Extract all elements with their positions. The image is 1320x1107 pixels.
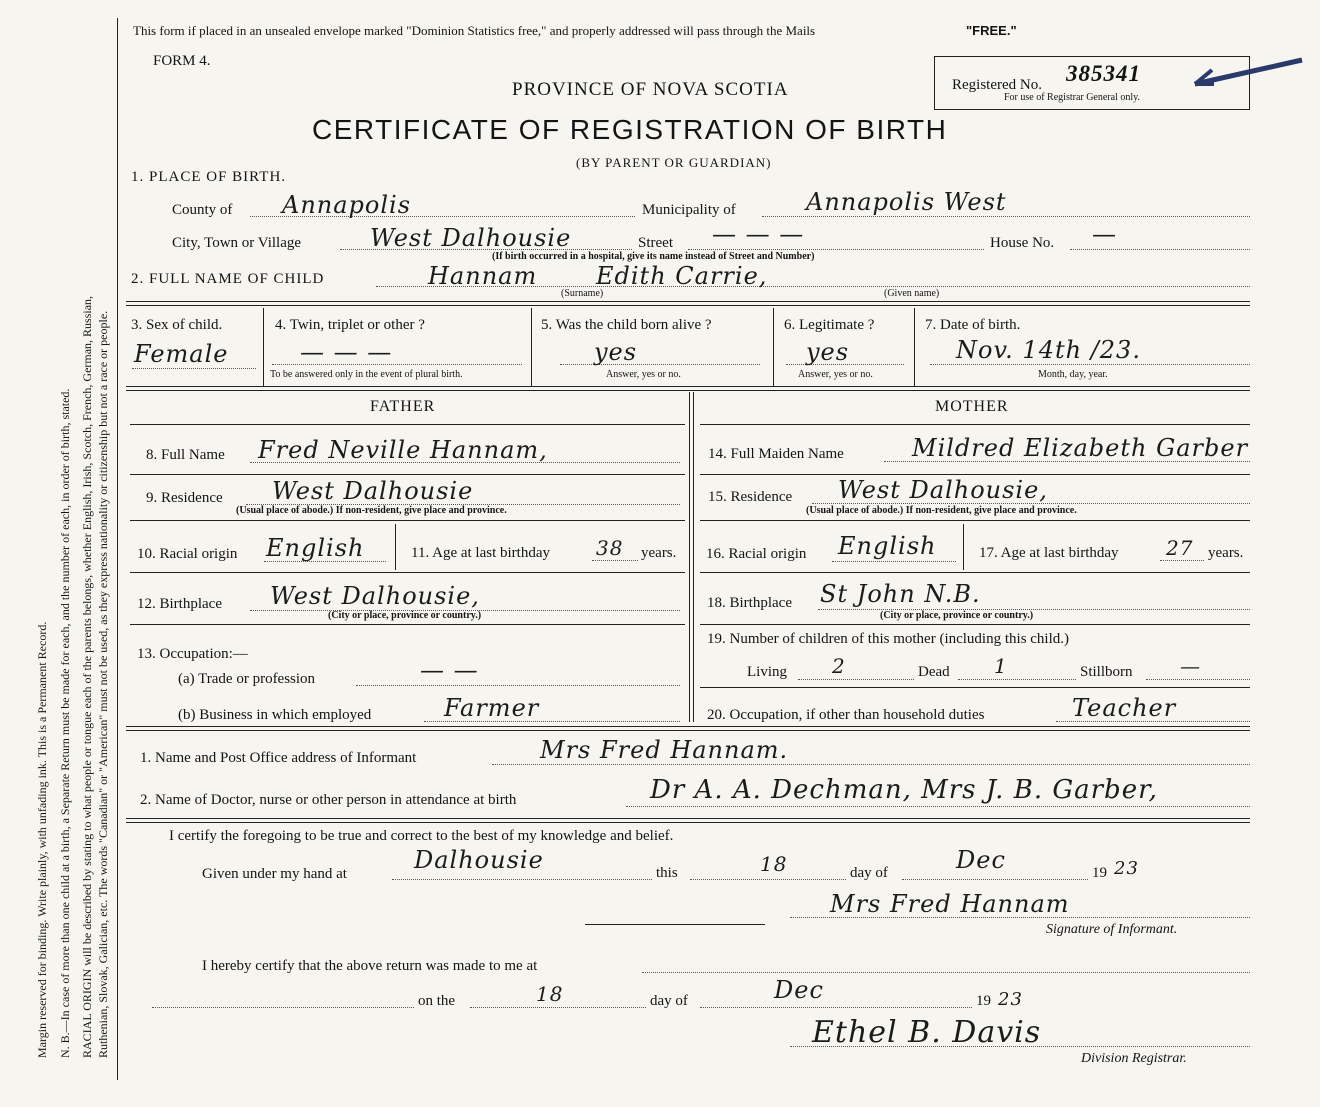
registrar-year-prefix: 19 <box>976 993 991 1009</box>
rule <box>130 572 685 573</box>
municipality-label: Municipality of <box>642 202 736 218</box>
father-residence-value: West Dalhousie <box>272 477 474 505</box>
rule-1 <box>126 301 1250 306</box>
province-title: PROVINCE OF NOVA SCOTIA <box>512 79 789 100</box>
year-suffix: 23 <box>1114 858 1139 879</box>
registrar-place-line <box>642 972 1250 973</box>
trade-value: — — <box>420 656 479 684</box>
rule-3 <box>126 726 1250 731</box>
registrar-day-value: 18 <box>536 982 564 1006</box>
municipality-line <box>762 216 1250 217</box>
on-the-label: on the <box>418 993 456 1009</box>
house-value: — <box>1092 220 1117 248</box>
child-surname: Hannam <box>428 262 538 290</box>
born-alive-note: Answer, yes or no. <box>606 369 681 380</box>
dob-line <box>930 364 1250 365</box>
sex-line <box>132 368 256 369</box>
business-value: Farmer <box>444 694 540 722</box>
informant-line <box>492 764 1250 765</box>
mother-residence-note: (Usual place of abode.) If non-resident, give place and province. <box>806 505 1077 516</box>
registrar-day-of-label: day of <box>650 993 688 1009</box>
center-divider <box>689 392 694 722</box>
dead-value: 1 <box>994 654 1008 678</box>
father-age-label: 11. Age at last birthday <box>411 545 550 561</box>
registrar-date-line <box>152 1007 414 1008</box>
rule <box>130 624 685 625</box>
arrow-mark-icon <box>1192 54 1307 90</box>
mother-birthplace-label: 18. Birthplace <box>707 595 792 611</box>
trade-label: (a) Trade or profession <box>178 671 316 687</box>
born-alive-line <box>560 364 760 365</box>
trade-line <box>356 685 680 686</box>
rule <box>700 474 1250 475</box>
year-prefix: 19 <box>1092 865 1107 881</box>
margin-rule <box>117 18 118 1080</box>
father-age-value: 38 <box>596 536 624 560</box>
mother-years: years. <box>1208 545 1244 561</box>
day-value: 18 <box>760 852 788 876</box>
born-alive-value: yes <box>594 338 638 366</box>
dob-value: Nov. 14th /23. <box>956 336 1141 364</box>
twin-note: To be answered only in the event of plural birth. <box>270 369 463 380</box>
given-name-note: (Given name) <box>884 288 940 299</box>
father-birthplace-value: West Dalhousie, <box>270 582 480 610</box>
mail-notice: This form if placed in an unsealed envelope marked "Dominion Statistics free," and properly addressed will pass through the Mails <box>133 23 816 38</box>
mother-residence-label: 15. Residence <box>708 489 793 505</box>
dob-note: Month, day, year. <box>1038 369 1108 380</box>
mother-birthplace-value: St John N.B. <box>820 580 981 608</box>
legitimate-note: Answer, yes or no. <box>798 369 873 380</box>
rule <box>130 424 685 425</box>
living-value: 2 <box>832 654 846 678</box>
registrar-statement: I hereby certify that the above return was made to me at <box>202 958 538 974</box>
registrar-signature-label: Division Registrar. <box>1081 1051 1187 1066</box>
registrar-month-value: Dec <box>774 976 824 1004</box>
father-birthplace-label: 12. Birthplace <box>137 596 222 612</box>
city-value: West Dalhousie <box>370 224 572 252</box>
registrar-signature: Ethel B. Davis <box>812 1015 1042 1050</box>
certificate-subtitle: (BY PARENT OR GUARDIAN) <box>576 155 772 170</box>
father-name-value: Fred Neville Hannam, <box>258 436 548 464</box>
rule <box>700 424 1250 425</box>
father-racial-value: English <box>266 534 365 562</box>
registrar-month-line <box>700 1007 972 1008</box>
certificate-title: CERTIFICATE OF REGISTRATION OF BIRTH <box>312 114 948 145</box>
child-given-name: Edith Carrie, <box>596 262 768 290</box>
father-birthplace-note: (City or place, province or country.) <box>328 610 482 621</box>
mother-age-value: 27 <box>1166 536 1194 560</box>
place-heading: 1. PLACE OF BIRTH. <box>131 169 287 185</box>
dob-label: 7. Date of birth. <box>925 317 1021 333</box>
racial-origin-note: RACIAL ORIGIN will be described by stating to what people or tongue each of the parents belongs, whether English, Irish, Scotch, French, German, Russian, <box>80 295 94 1058</box>
informant-label: 1. Name and Post Office address of Informant <box>140 750 417 766</box>
mother-racial-line <box>832 561 956 562</box>
registrar-note: For use of Registrar General only. <box>1004 92 1140 103</box>
divider <box>914 308 915 386</box>
doctor-label: 2. Name of Doctor, nurse or other person in attendance at birth <box>140 792 517 808</box>
divider <box>773 308 774 386</box>
certify-statement: I certify the foregoing to be true and correct to the best of my knowledge and belief. <box>169 828 674 844</box>
municipality-value: Annapolis West <box>806 188 1007 216</box>
rule <box>130 474 685 475</box>
month-value: Dec <box>956 846 1006 874</box>
father-residence-label: 9. Residence <box>146 490 223 506</box>
divider <box>963 524 964 570</box>
rule-4 <box>126 818 1250 823</box>
house-line <box>1070 249 1250 250</box>
nb-note: N. B.—In case of more than one child at a birth, a Separate Return must be made for each, and the number of each, in order of birth, stated. <box>58 388 72 1058</box>
mother-birthplace-note: (City or place, province or country.) <box>880 610 1034 621</box>
business-label: (b) Business in which employed <box>178 707 372 723</box>
informant-value: Mrs Fred Hannam. <box>540 736 789 764</box>
binding-note: Margin reserved for binding. Write plainly, with unfading ink. This is a Permanent Record. <box>35 621 49 1058</box>
living-line <box>798 679 914 680</box>
father-racial-label: 10. Racial origin <box>137 546 238 562</box>
street-value: — — — <box>712 220 805 248</box>
mother-residence-value: West Dalhousie, <box>838 476 1048 504</box>
signature-label: Signature of Informant. <box>1046 922 1178 937</box>
mother-age-label: 17. Age at last birthday <box>979 545 1119 561</box>
given-place-line <box>392 879 652 880</box>
divider <box>395 524 396 570</box>
dead-line <box>958 679 1076 680</box>
father-years: years. <box>641 545 677 561</box>
given-place-value: Dalhousie <box>414 846 544 874</box>
hospital-note: (If birth occurred in a hospital, give its name instead of Street and Number) <box>492 251 815 262</box>
county-value: Annapolis <box>282 191 412 219</box>
short-rule <box>585 924 765 925</box>
father-name-label: 8. Full Name <box>146 447 225 463</box>
rule <box>700 624 1250 625</box>
divider <box>263 308 264 386</box>
mother-name-label: 14. Full Maiden Name <box>708 446 844 462</box>
surname-note: (Surname) <box>561 288 604 299</box>
stillborn-label: Stillborn <box>1080 664 1133 680</box>
street-label: Street <box>638 235 673 251</box>
county-label: County of <box>172 202 233 218</box>
informant-signature: Mrs Fred Hannam <box>830 890 1070 918</box>
rule <box>700 520 1250 521</box>
rule-2 <box>126 386 1250 391</box>
rule <box>130 520 685 521</box>
father-residence-note: (Usual place of abode.) If non-resident, give place and province. <box>236 505 507 516</box>
mother-heading: MOTHER <box>935 398 1009 415</box>
divider <box>531 308 532 386</box>
doctor-line <box>626 806 1250 807</box>
twin-value: — — — <box>300 338 393 366</box>
mother-racial-value: English <box>838 532 937 560</box>
day-line <box>690 879 846 880</box>
rule <box>700 687 1250 688</box>
city-label: City, Town or Village <box>172 235 302 251</box>
father-occupation-label: 13. Occupation:— <box>137 646 248 662</box>
registered-label: Registered No. <box>952 77 1042 93</box>
sex-value: Female <box>134 340 229 368</box>
month-line <box>902 879 1088 880</box>
registrar-year-suffix: 23 <box>998 989 1023 1010</box>
given-label: Given under my hand at <box>202 866 347 882</box>
twin-label: 4. Twin, triplet or other ? <box>275 317 425 333</box>
day-of-label: day of <box>850 865 888 881</box>
stillborn-value: — <box>1180 654 1201 678</box>
legitimate-value: yes <box>806 338 850 366</box>
legitimate-label: 6. Legitimate ? <box>784 317 875 333</box>
mother-occupation-value: Teacher <box>1072 694 1177 722</box>
form-number: FORM 4. <box>153 53 211 69</box>
rule <box>700 572 1250 573</box>
this-label: this <box>656 865 678 881</box>
street-line <box>688 249 984 250</box>
mother-occupation-label: 20. Occupation, if other than household duties <box>707 707 985 723</box>
child-name-label: 2. FULL NAME OF CHILD <box>131 271 325 287</box>
racial-origin-note-2: Ruthenian, Slovak, Galician, etc. The words "Canadian" or "American" must not be used, as they express nationality or citizenship but not a race or people. <box>96 310 110 1058</box>
children-label: 19. Number of children of this mother (including this child.) <box>707 631 1070 647</box>
doctor-value: Dr A. A. Dechman, Mrs J. B. Garber, <box>650 775 1158 805</box>
house-label: House No. <box>990 235 1055 251</box>
mother-name-value: Mildred Elizabeth Garber <box>912 434 1249 462</box>
born-alive-label: 5. Was the child born alive ? <box>541 317 712 333</box>
sex-label: 3. Sex of child. <box>131 317 223 333</box>
living-label: Living <box>747 664 787 680</box>
registered-number: 385341 <box>1066 61 1141 86</box>
dead-label: Dead <box>918 664 950 680</box>
mother-racial-label: 16. Racial origin <box>706 546 807 562</box>
mail-free: "FREE." <box>966 23 1017 38</box>
father-heading: FATHER <box>370 398 436 415</box>
